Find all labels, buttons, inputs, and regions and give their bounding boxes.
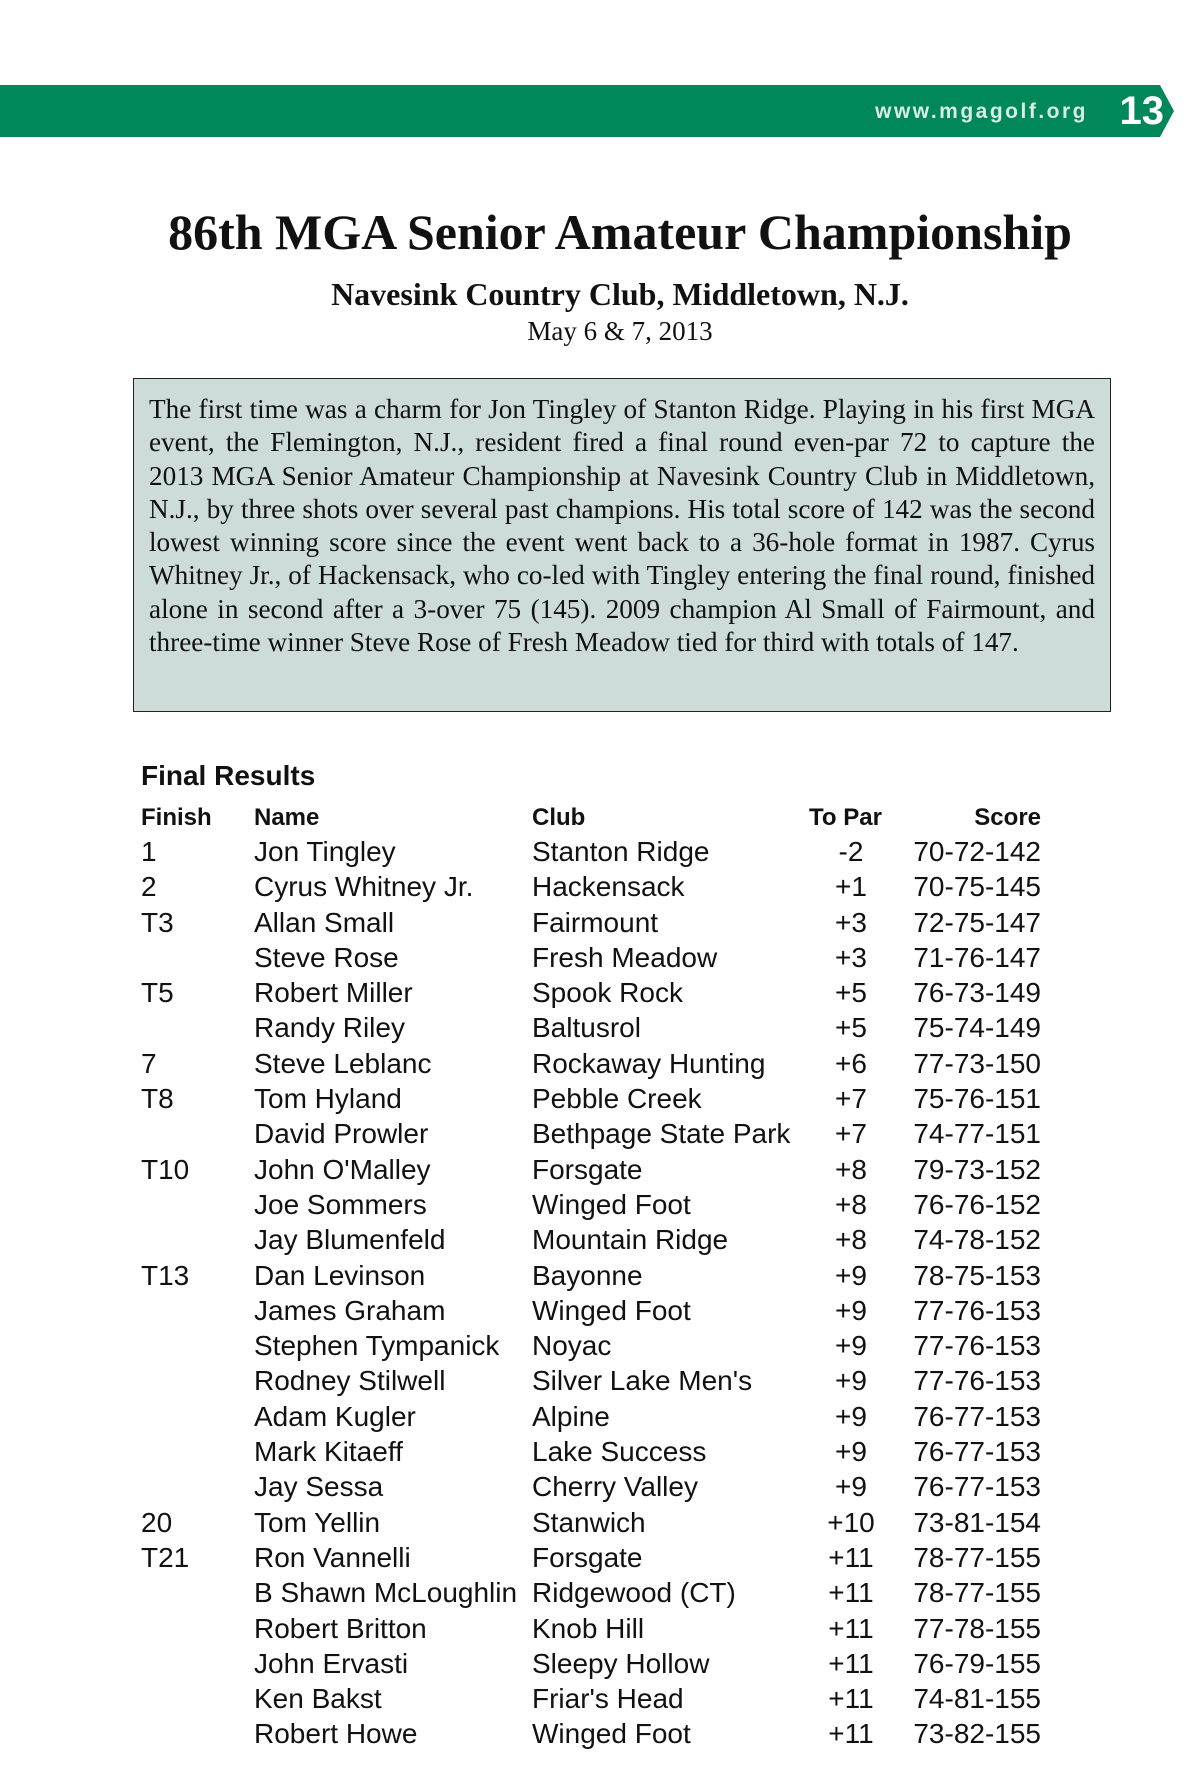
name-cell: Steve Leblanc — [254, 1047, 432, 1079]
club-cell: Ridgewood (CT) — [532, 1577, 736, 1609]
club-cell: Bethpage State Park — [532, 1118, 791, 1150]
table-row — [141, 1047, 1041, 1082]
club-cell: Mountain Ridge — [532, 1224, 729, 1256]
name-cell: Ken Bakst — [254, 1683, 382, 1715]
club-cell: Winged Foot — [532, 1294, 691, 1326]
name-cell: Joe Sommers — [254, 1188, 427, 1220]
to-par-cell: +11 — [828, 1647, 874, 1679]
name-cell: Robert Howe — [254, 1718, 418, 1750]
results-header-row — [141, 801, 1041, 835]
name-cell: Robert Britton — [254, 1612, 427, 1644]
table-row — [141, 1223, 1041, 1258]
club-cell: Stanton Ridge — [532, 836, 710, 867]
name-cell: Cyrus Whitney Jr. — [254, 871, 474, 903]
event-dates: May 6 & 7, 2013 — [527, 316, 713, 346]
table-row — [141, 976, 1041, 1011]
to-par-cell: +9 — [835, 1259, 867, 1291]
name-cell: Stephen Tympanick — [254, 1330, 500, 1362]
score-cell: 77-76-153 — [913, 1330, 1041, 1362]
finish-cell: T10 — [141, 1153, 190, 1185]
venue-subtitle: Navesink Country Club, Middletown, N.J. — [331, 276, 909, 312]
column-header-score: Score — [974, 804, 1041, 831]
to-par-cell: +1 — [835, 871, 867, 903]
club-cell: Bayonne — [532, 1259, 643, 1291]
finish-cell: T3 — [141, 906, 174, 938]
score-cell: 76-76-152 — [913, 1188, 1041, 1220]
table-row — [141, 870, 1041, 905]
finish-cell: T21 — [141, 1541, 190, 1573]
table-row — [141, 1294, 1041, 1329]
finish-cell: T8 — [141, 1083, 174, 1115]
to-par-cell: +8 — [835, 1153, 867, 1185]
name-cell: James Graham — [254, 1294, 446, 1326]
name-cell: Rodney Stilwell — [254, 1365, 446, 1397]
column-header-club: Club — [532, 804, 586, 831]
finish-cell: T13 — [141, 1259, 190, 1291]
name-cell: Steve Rose — [254, 941, 399, 973]
club-cell: Alpine — [532, 1400, 610, 1432]
name-cell: Mark Kitaeff — [254, 1436, 403, 1468]
name-cell: Jay Blumenfeld — [254, 1224, 446, 1256]
score-cell: 74-78-152 — [913, 1224, 1041, 1256]
to-par-cell: +9 — [835, 1400, 867, 1432]
name-cell: Adam Kugler — [254, 1400, 416, 1432]
to-par-cell: +11 — [828, 1577, 874, 1609]
score-cell: 79-73-152 — [913, 1153, 1041, 1185]
name-cell: David Prowler — [254, 1118, 429, 1150]
to-par-cell: +6 — [835, 1047, 867, 1079]
name-cell: Tom Hyland — [254, 1083, 402, 1115]
score-cell: 77-78-155 — [913, 1612, 1041, 1644]
club-cell: Forsgate — [532, 1541, 643, 1573]
table-row — [141, 1647, 1041, 1682]
to-par-cell: +3 — [835, 941, 867, 973]
column-header-to-par: To Par — [809, 804, 882, 831]
summary-box — [133, 378, 1111, 712]
to-par-cell: +9 — [835, 1436, 867, 1468]
score-cell: 73-81-154 — [913, 1506, 1041, 1538]
to-par-cell: +11 — [828, 1718, 874, 1750]
score-cell: 75-76-151 — [913, 1083, 1041, 1115]
club-cell: Lake Success — [532, 1436, 707, 1468]
club-cell: Cherry Valley — [532, 1471, 698, 1503]
name-cell: Ron Vannelli — [254, 1541, 411, 1573]
score-cell: 74-77-151 — [913, 1118, 1041, 1150]
club-cell: Fresh Meadow — [532, 941, 718, 973]
table-row — [141, 1682, 1041, 1717]
club-cell: Knob Hill — [532, 1612, 645, 1644]
score-cell: 74-81-155 — [913, 1683, 1041, 1715]
to-par-cell: +5 — [835, 1012, 867, 1044]
club-cell: Forsgate — [532, 1153, 643, 1185]
table-row — [141, 1011, 1041, 1046]
score-cell: 72-75-147 — [913, 906, 1041, 938]
score-cell: 76-77-153 — [913, 1400, 1041, 1432]
name-cell: John O'Malley — [254, 1153, 431, 1185]
to-par-cell: +7 — [835, 1118, 867, 1150]
club-cell: Stanwich — [532, 1506, 646, 1538]
name-cell: Allan Small — [254, 906, 395, 938]
club-cell: Rockaway Hunting — [532, 1047, 766, 1079]
table-row — [141, 1470, 1041, 1505]
to-par-cell: +9 — [835, 1365, 867, 1397]
table-row — [141, 1717, 1041, 1752]
club-cell: Silver Lake Men's — [532, 1365, 753, 1397]
name-cell: Jay Sessa — [254, 1471, 384, 1503]
table-row — [141, 1576, 1041, 1611]
table-row — [141, 835, 1041, 870]
score-cell: 77-73-150 — [913, 1047, 1041, 1079]
to-par-cell: +7 — [835, 1083, 867, 1115]
to-par-cell: +11 — [828, 1683, 874, 1715]
table-row — [141, 1435, 1041, 1470]
club-cell: Sleepy Hollow — [532, 1647, 710, 1679]
table-row — [141, 906, 1041, 941]
table-row — [141, 1188, 1041, 1223]
score-cell: 76-79-155 — [913, 1647, 1041, 1679]
table-row — [141, 1153, 1041, 1188]
name-cell: Robert Miller — [254, 977, 413, 1009]
club-cell: Winged Foot — [532, 1718, 691, 1750]
club-cell: Pebble Creek — [532, 1083, 702, 1115]
table-row — [141, 1329, 1041, 1364]
table-row — [141, 1612, 1041, 1647]
to-par-cell: +10 — [827, 1506, 875, 1538]
club-cell: Friar's Head — [532, 1683, 684, 1715]
score-cell: 78-75-153 — [913, 1259, 1041, 1291]
club-cell: Hackensack — [532, 871, 685, 903]
finish-cell: 7 — [141, 1047, 157, 1079]
finish-cell: 20 — [141, 1506, 173, 1538]
to-par-cell: +5 — [835, 977, 867, 1009]
table-row — [141, 941, 1041, 976]
results-body — [141, 835, 1041, 1753]
table-row — [141, 1259, 1041, 1294]
name-cell: Dan Levinson — [254, 1259, 426, 1291]
summary-text: The first time was a charm for Jon Tingley of Stanton Ridge. Playing in his first MGA event, the Flemington, N.J., resident fired a final round even-par 72 to capture the 2013 MGA Senior Amateur Championship at Navesink Country Club in Middletown, N.J., by three shots over several past champions. His total score of 142 was the second lowest winning score since the event went back to a 36-hole format in 1987. Cyrus Whitney Jr., of Hackensack, who co-led with Tingley entering the final round, finished alone in second after a 3-over 75 (145). 2009 champion Al Small of Fairmount, and three-time winner Steve Rose of Fresh Meadow tied for third with totals of 147. — [149, 394, 1095, 658]
to-par-cell: +9 — [835, 1471, 867, 1503]
score-cell: 76-73-149 — [913, 977, 1041, 1009]
name-cell: John Ervasti — [254, 1647, 409, 1679]
score-cell: 70-72-142 — [913, 836, 1041, 867]
to-par-cell: +9 — [835, 1294, 867, 1326]
to-par-cell: -2 — [838, 836, 864, 867]
club-cell: Spook Rock — [532, 977, 683, 1009]
to-par-cell: +9 — [835, 1330, 867, 1362]
to-par-cell: +8 — [835, 1188, 867, 1220]
table-row — [141, 1506, 1041, 1541]
page-title: 86th MGA Senior Amateur Championship — [168, 204, 1072, 260]
club-cell: Baltusrol — [532, 1012, 641, 1044]
page-number: 13 — [1119, 89, 1164, 133]
finish-cell: 1 — [141, 836, 157, 867]
table-row — [141, 1364, 1041, 1399]
score-cell: 78-77-155 — [913, 1577, 1041, 1609]
to-par-cell: +11 — [828, 1612, 874, 1644]
club-cell: Winged Foot — [532, 1188, 691, 1220]
score-cell: 76-77-153 — [913, 1471, 1041, 1503]
score-cell: 78-77-155 — [913, 1541, 1041, 1573]
club-cell: Fairmount — [532, 906, 659, 938]
score-cell: 73-82-155 — [913, 1718, 1041, 1750]
results-table — [141, 801, 1041, 1753]
club-cell: Noyac — [532, 1330, 612, 1362]
score-cell: 76-77-153 — [913, 1436, 1041, 1468]
name-cell: Randy Riley — [254, 1012, 405, 1044]
score-cell: 70-75-145 — [913, 871, 1041, 903]
site-url[interactable]: www.mgagolf.org — [875, 100, 1088, 123]
finish-cell: T5 — [141, 977, 174, 1009]
score-cell: 77-76-153 — [913, 1294, 1041, 1326]
score-cell: 71-76-147 — [913, 941, 1041, 973]
name-cell: Jon Tingley — [254, 836, 396, 867]
score-cell: 75-74-149 — [913, 1012, 1041, 1044]
results-heading: Final Results — [141, 760, 316, 791]
to-par-cell: +3 — [835, 906, 867, 938]
to-par-cell: +11 — [828, 1541, 874, 1573]
table-row — [141, 1400, 1041, 1435]
table-row — [141, 1082, 1041, 1117]
name-cell: B Shawn McLoughlin — [254, 1577, 518, 1609]
table-row — [141, 1541, 1041, 1576]
finish-cell: 2 — [141, 871, 157, 903]
column-header-name: Name — [254, 804, 320, 831]
column-header-finish: Finish — [141, 804, 212, 831]
score-cell: 77-76-153 — [913, 1365, 1041, 1397]
name-cell: Tom Yellin — [254, 1506, 381, 1538]
table-row — [141, 1117, 1041, 1152]
to-par-cell: +8 — [835, 1224, 867, 1256]
